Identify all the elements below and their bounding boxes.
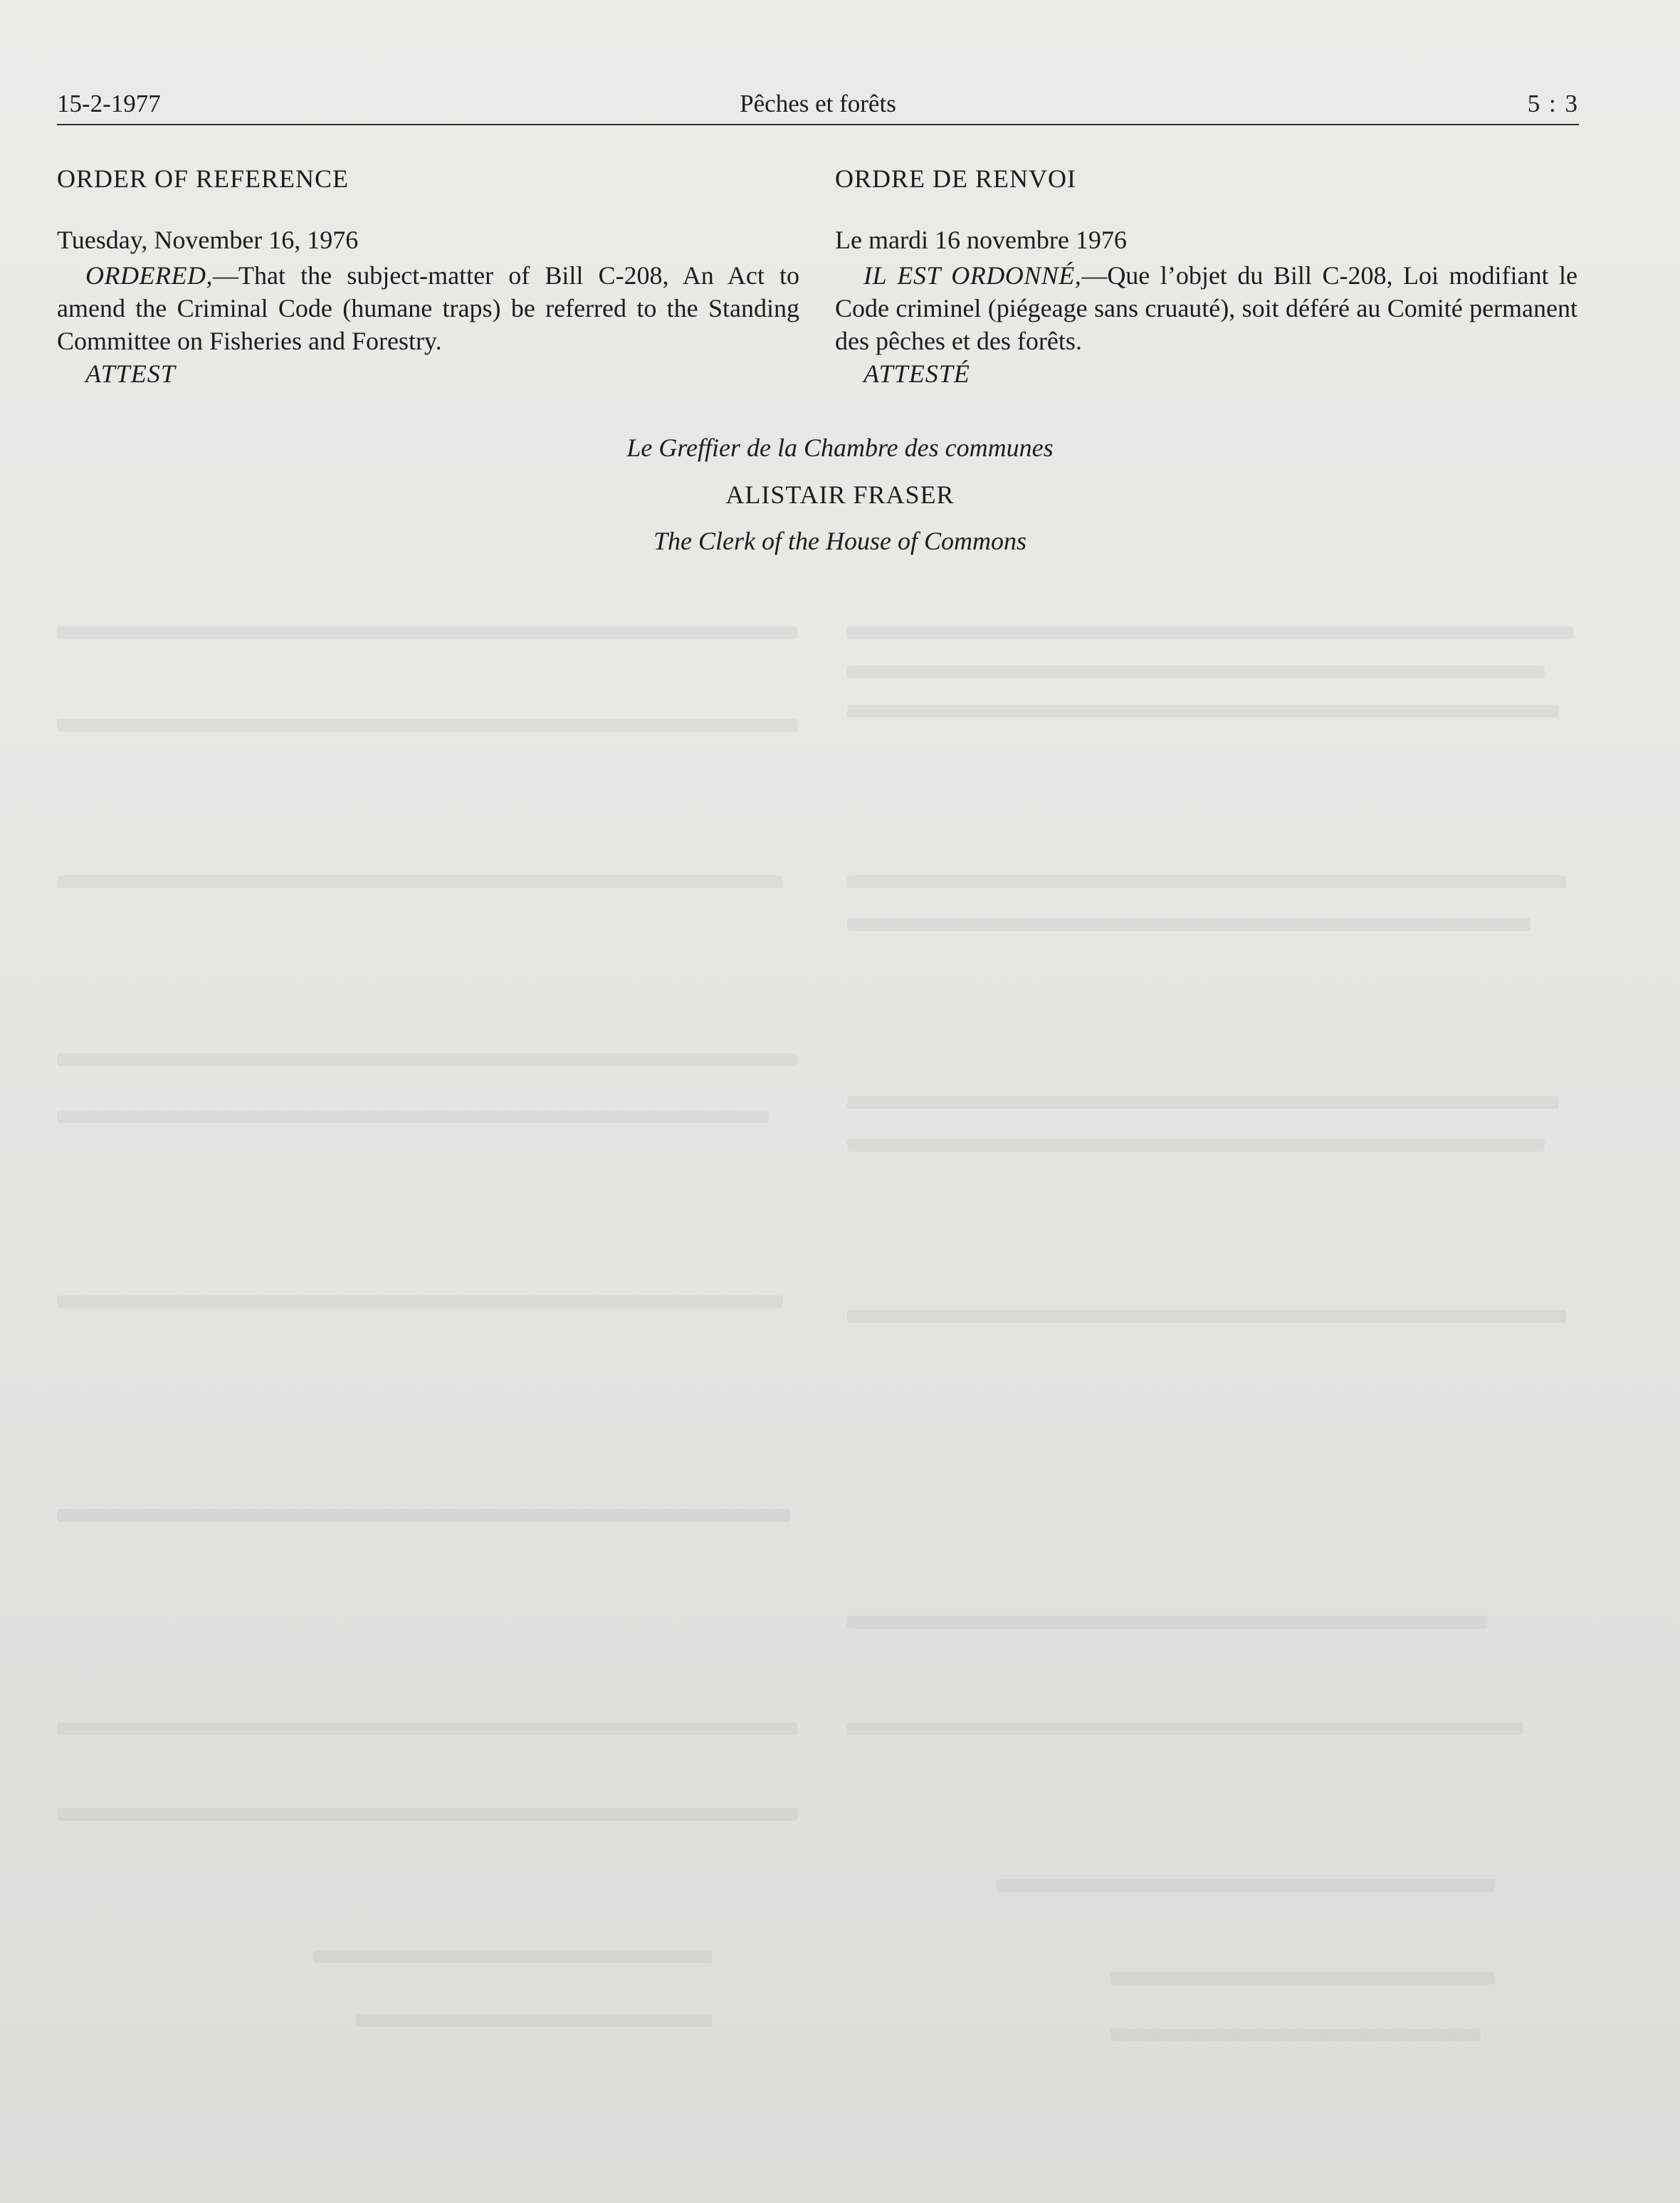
french-order-text (835, 259, 1577, 357)
header-page-number: 5 : 3 (1527, 90, 1579, 117)
french-attest: ATTESTÉ (863, 359, 970, 388)
header-title: Pêches et forêts (740, 90, 896, 117)
english-heading: ORDER OF REFERENCE (57, 164, 350, 193)
french-date: Le mardi 16 novembre 1976 (835, 226, 1127, 254)
header-date: 15-2-1977 (57, 90, 161, 117)
clerk-title-french: Le Greffier de la Chambre des communes (626, 433, 1054, 462)
english-ordered-label: ORDERED, (85, 261, 213, 290)
clerk-name: ALISTAIR FRASER (725, 480, 955, 509)
french-ordered-text: —Que l’objet du Bill C-208, Loi modifiant le Code criminel (piégeage sans cruauté), soit déféré au Comité permanent des pêches et des forêts. (835, 261, 1578, 355)
running-header (57, 87, 1579, 122)
english-column (57, 162, 799, 390)
english-attest: ATTEST (85, 359, 176, 388)
english-ordered-text: —That the subject-matter of Bill C-208, An Act to amend the Criminal Code (humane traps) be referred to the Standing Committee on Fisheries and Forestry. (57, 261, 799, 355)
french-heading: ORDRE DE RENVOI (835, 164, 1076, 193)
english-date: Tuesday, November 16, 1976 (57, 226, 359, 254)
french-column (835, 162, 1577, 390)
header-rule (57, 124, 1579, 125)
english-order-text (57, 259, 799, 357)
french-ordered-label: IL EST ORDONNÉ, (863, 261, 1082, 290)
clerk-title-english: The Clerk of the House of Commons (653, 527, 1027, 555)
